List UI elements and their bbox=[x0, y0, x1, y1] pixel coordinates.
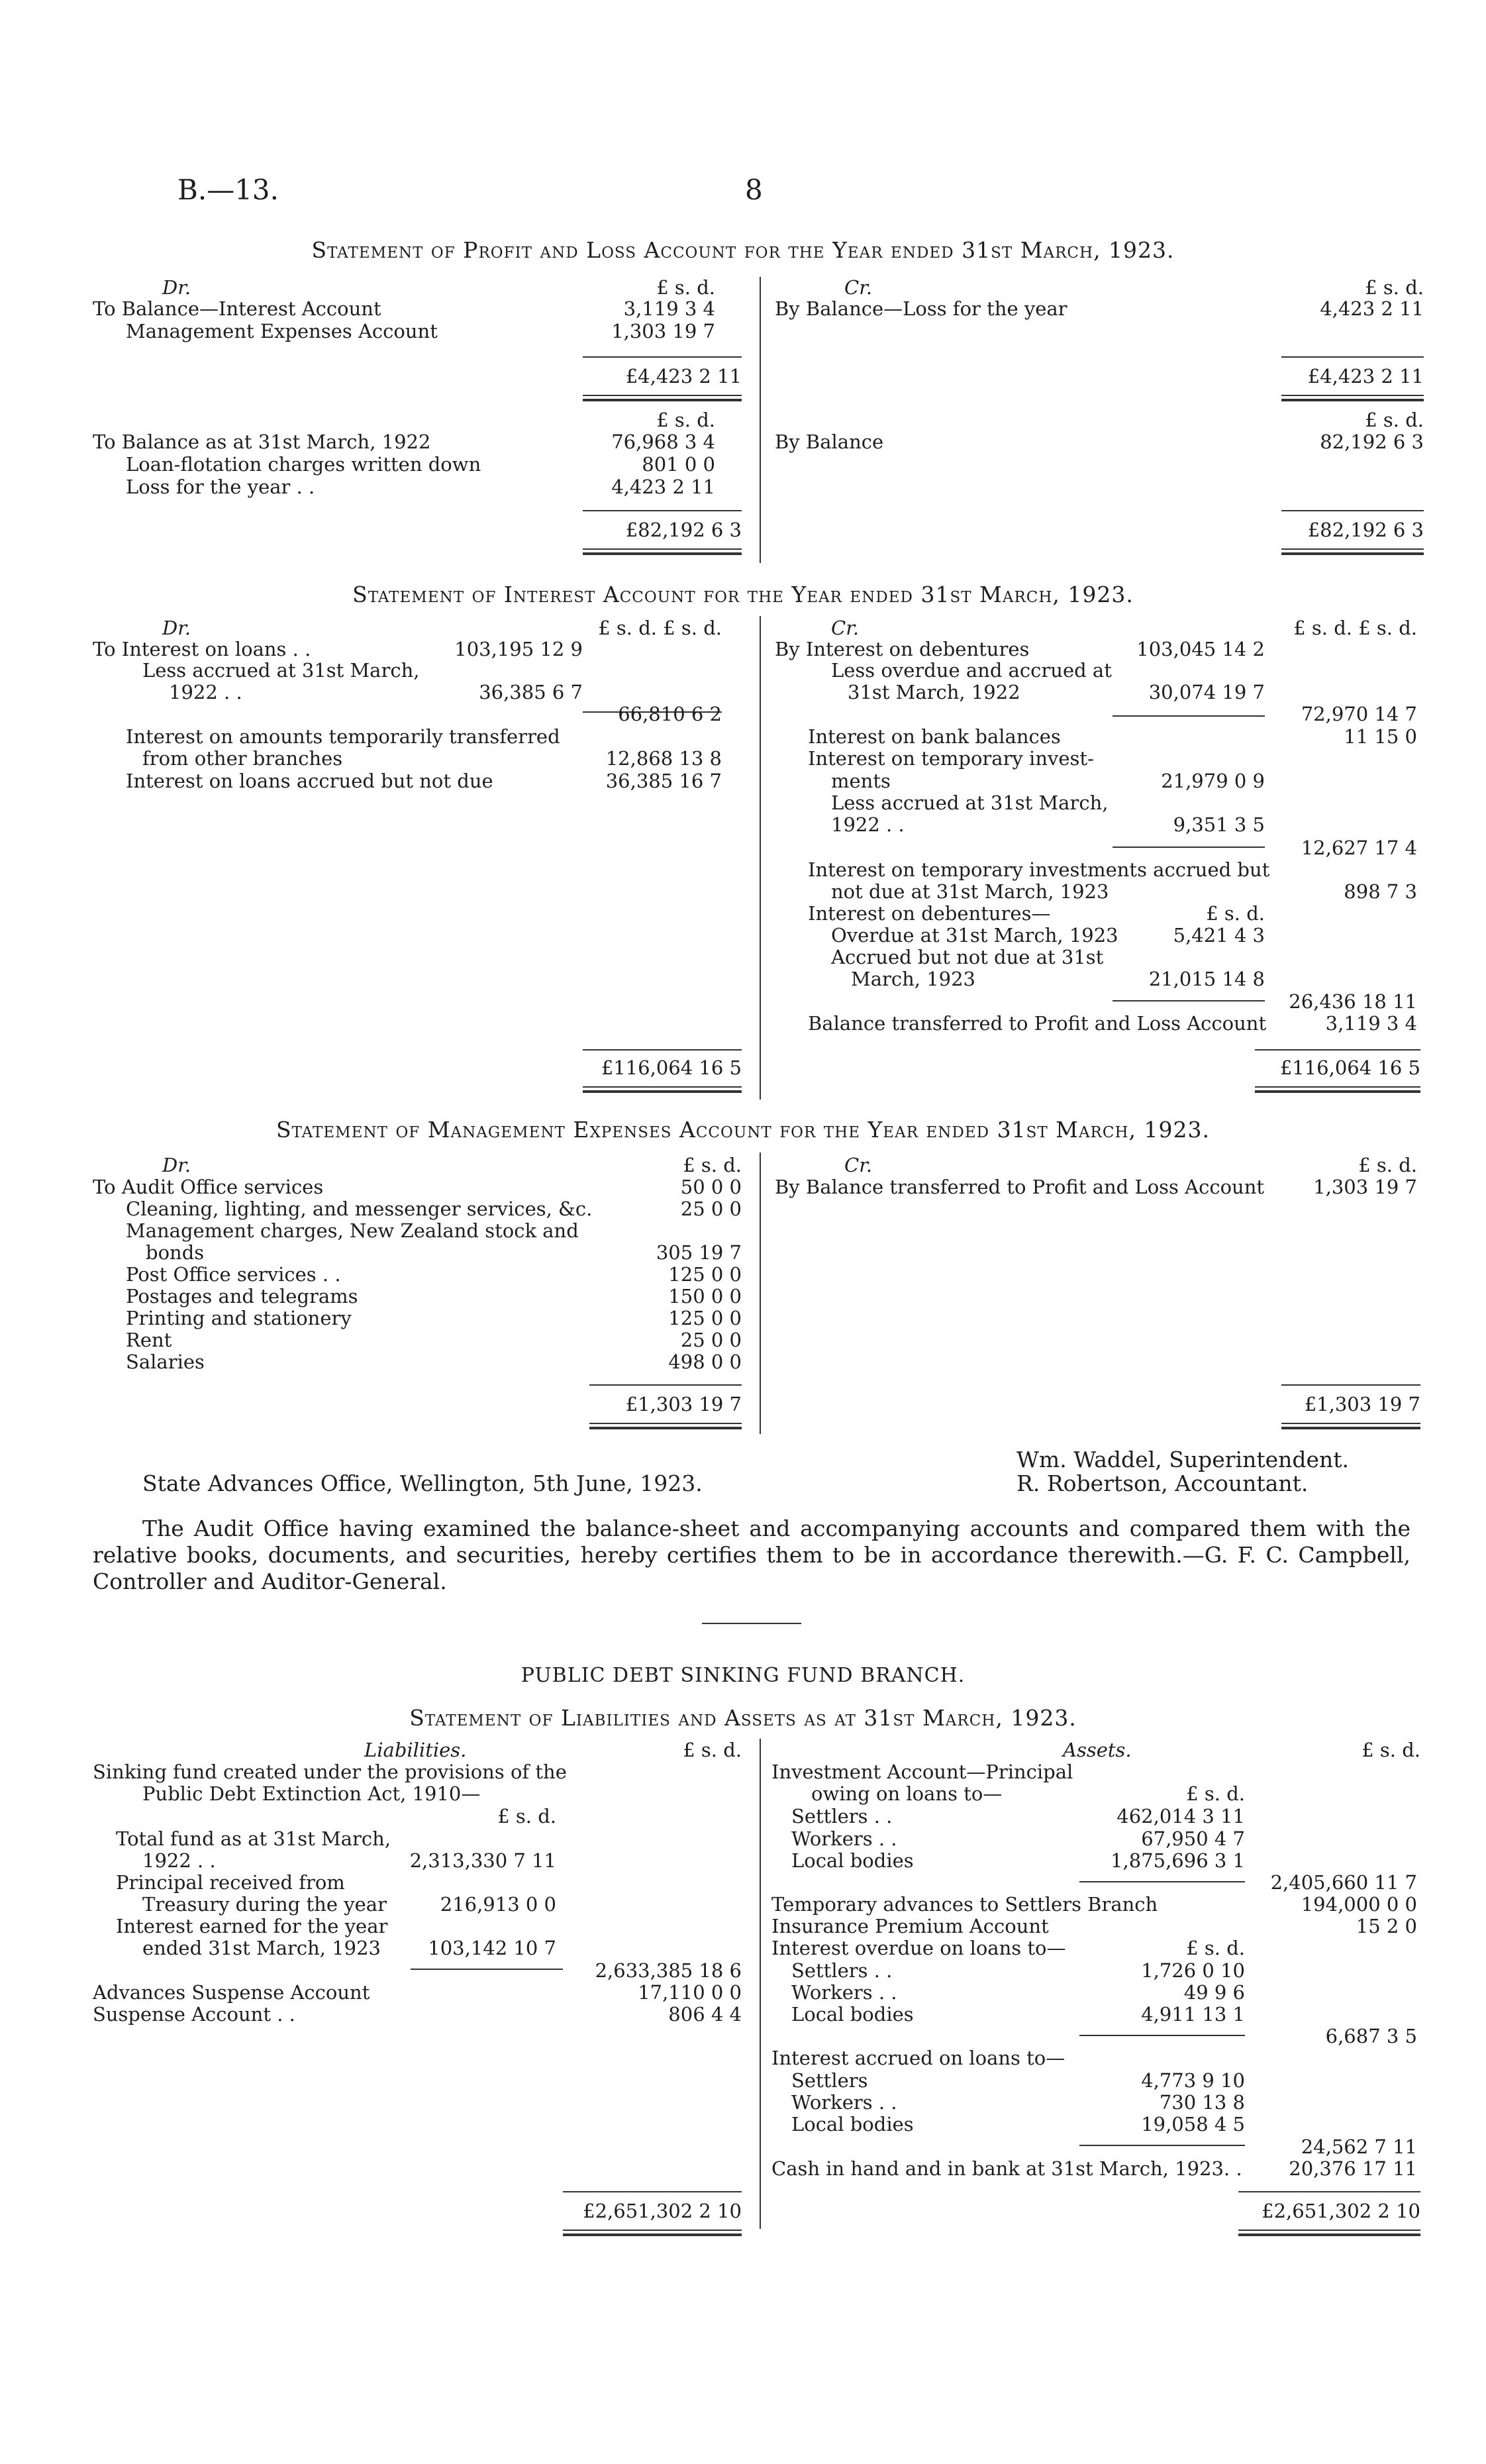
ledger-total: £82,192 6 3 bbox=[1307, 519, 1424, 541]
ledger-line: Advances Suspense Account bbox=[93, 1981, 370, 2004]
dr-label: Dr. bbox=[162, 1154, 191, 1176]
unit-header: £ s. d. bbox=[1186, 1782, 1245, 1805]
expense-item-label: bonds bbox=[146, 1241, 205, 1264]
ledger-line: To Interest on loans . . bbox=[93, 638, 311, 660]
expense-item-amount: 150 0 0 bbox=[668, 1285, 742, 1308]
expense-item-amount: 50 0 0 bbox=[680, 1176, 742, 1198]
unit-header: £ s. d. bbox=[656, 276, 715, 299]
unit-header: £ s. d. bbox=[683, 1739, 742, 1761]
ledger-line: Public Debt Extinction Act, 1910— bbox=[142, 1782, 481, 1805]
expense-item-amount: 125 0 0 bbox=[668, 1307, 742, 1329]
ledger-line: Loan-flotation charges written down bbox=[126, 453, 481, 476]
ledger-line: Settlers . . bbox=[791, 1959, 893, 1982]
branch-heading: PUBLIC DEBT SINKING FUND BRANCH. bbox=[520, 1664, 966, 1687]
ledger-line: By Balance—Loss for the year bbox=[775, 297, 1067, 320]
ledger-amount: 4,773 9 10 bbox=[1141, 2069, 1245, 2092]
ledger-line: Principal received from bbox=[116, 1871, 345, 1894]
ledger-total: £1,303 19 7 bbox=[625, 1393, 742, 1415]
ledger-amount: 3,119 3 4 bbox=[623, 297, 715, 320]
unit-header: £ s. d. £ s. d. bbox=[1293, 617, 1417, 639]
double-rule bbox=[589, 1423, 742, 1429]
double-rule bbox=[583, 1086, 742, 1093]
ledger-line: 1922 . . bbox=[142, 1849, 216, 1872]
cr-label: Cr. bbox=[831, 617, 860, 639]
ledger-amount: 36,385 16 7 bbox=[605, 770, 722, 792]
rule bbox=[1255, 1049, 1420, 1051]
ledger-line: from other branches bbox=[142, 747, 343, 770]
rule bbox=[583, 356, 742, 358]
ledger-line: Balance transferred to Profit and Loss Account bbox=[808, 1012, 1267, 1035]
ledger-amount: 4,911 13 1 bbox=[1141, 2003, 1245, 2026]
double-rule bbox=[1255, 1086, 1420, 1093]
ledger-total: £4,423 2 11 bbox=[625, 365, 742, 387]
ledger-amount: 103,195 12 9 bbox=[454, 638, 583, 660]
ledger-amount: 103,045 14 2 bbox=[1136, 638, 1265, 660]
ledger-line: To Balance as at 31st March, 1922 bbox=[93, 431, 431, 453]
ledger-line: ments bbox=[831, 770, 891, 792]
ledger-amount: 15 2 0 bbox=[1356, 1915, 1417, 1937]
management-expenses-title: Statement of Management Expenses Account for the Year ended 31st March, 1923. bbox=[275, 1117, 1210, 1143]
cr-label: Cr. bbox=[844, 276, 873, 299]
ledger-line: Less accrued at 31st March, bbox=[142, 659, 420, 682]
ledger-line: Local bodies bbox=[791, 2003, 914, 2026]
ledger-line: Workers . . bbox=[791, 1827, 897, 1850]
ledger-line: Workers . . bbox=[791, 1981, 897, 2004]
expense-item-label: Post Office services . . bbox=[126, 1263, 341, 1286]
rule bbox=[1113, 1000, 1265, 1001]
page-number: 8 bbox=[745, 174, 763, 206]
ledger-amount: 9,351 3 5 bbox=[1173, 813, 1265, 836]
unit-header: £ s. d. bbox=[683, 1154, 742, 1176]
ledger-line: By Balance bbox=[775, 431, 884, 453]
expense-item-label: Postages and telegrams bbox=[126, 1285, 358, 1308]
ledger-line: 1922 . . bbox=[831, 813, 905, 836]
rule bbox=[563, 2191, 742, 2192]
ledger-total: £82,192 6 3 bbox=[625, 519, 742, 541]
ledger-amount: 5,421 4 3 bbox=[1173, 924, 1265, 947]
ledger-line: Accrued but not due at 31st bbox=[831, 946, 1104, 968]
ledger-amount: 11 15 0 bbox=[1344, 725, 1417, 748]
rule bbox=[1113, 715, 1265, 717]
ledger-line: owing on loans to— bbox=[811, 1782, 1003, 1805]
ledger-amount: 66,810 6 2 bbox=[618, 703, 722, 725]
ledger-amount: 76,968 3 4 bbox=[611, 431, 715, 453]
ledger-line: Total fund as at 31st March, bbox=[116, 1827, 391, 1850]
ledger-total: £2,651,302 2 10 bbox=[583, 2200, 742, 2222]
double-rule bbox=[1281, 395, 1424, 401]
rule bbox=[583, 510, 742, 511]
rule bbox=[583, 1049, 742, 1051]
double-rule bbox=[1281, 1423, 1420, 1429]
ledger-line: Suspense Account . . bbox=[93, 2003, 295, 2026]
section-divider bbox=[702, 1623, 801, 1624]
ledger-amount: 21,979 0 9 bbox=[1161, 770, 1265, 792]
expense-item-amount: 25 0 0 bbox=[680, 1329, 742, 1351]
ledger-line: March, 1923 bbox=[851, 968, 976, 990]
ledger-amount: 3,119 3 4 bbox=[1325, 1012, 1417, 1035]
expense-item-amount: 498 0 0 bbox=[668, 1351, 742, 1373]
ledger-amount: 20,376 17 11 bbox=[1289, 2157, 1417, 2180]
ledger-amount: 82,192 6 3 bbox=[1320, 431, 1424, 453]
ledger-line: ended 31st March, 1923 bbox=[142, 1937, 381, 1959]
ledger-amount: 4,423 2 11 bbox=[1320, 297, 1424, 320]
ledger-line: Insurance Premium Account bbox=[771, 1915, 1049, 1937]
ledger-amount: 1,303 19 7 bbox=[611, 320, 715, 342]
ledger-line: By Balance transferred to Profit and Loss Account bbox=[775, 1176, 1265, 1198]
interest-account-title: Statement of Interest Account for the Year ended 31st March, 1923. bbox=[352, 582, 1134, 607]
ledger-line: Interest on amounts temporarily transferred bbox=[126, 725, 560, 748]
unit-header: £ s. d. £ s. d. bbox=[598, 617, 722, 639]
ledger-line: Interest overdue on loans to— bbox=[771, 1937, 1066, 1959]
sinking-fund-title: Statement of Liabilities and Assets as at 31st March, 1923. bbox=[409, 1705, 1077, 1731]
ledger-amount: 21,015 14 8 bbox=[1148, 968, 1265, 990]
ledger-total: £1,303 19 7 bbox=[1304, 1393, 1420, 1415]
ledger-amount: 216,913 0 0 bbox=[440, 1893, 556, 1916]
ledger-line: Settlers bbox=[791, 2069, 868, 2092]
ledger-amount: 806 4 4 bbox=[668, 2003, 742, 2026]
expense-item-label: Rent bbox=[126, 1329, 172, 1351]
ledger-line: not due at 31st March, 1923 bbox=[831, 880, 1109, 903]
ledger-line: Interest on temporary investments accrued but bbox=[808, 858, 1270, 881]
rule bbox=[411, 1969, 563, 1970]
signature-accountant: R. Robertson, Accountant. bbox=[1016, 1470, 1309, 1496]
ledger-line: Less overdue and accrued at bbox=[831, 659, 1112, 682]
ledger-amount: 19,058 4 5 bbox=[1141, 2113, 1245, 2135]
cr-label: Cr. bbox=[844, 1154, 873, 1176]
ledger-amount: 730 13 8 bbox=[1159, 2091, 1245, 2114]
ledger-total: £4,423 2 11 bbox=[1307, 365, 1424, 387]
liabilities-label: Liabilities. bbox=[364, 1739, 467, 1761]
ledger-line: Management Expenses Account bbox=[126, 320, 438, 342]
ledger-line: Interest on bank balances bbox=[808, 725, 1061, 748]
assets-label: Assets. bbox=[1063, 1739, 1132, 1761]
ledger-line: Overdue at 31st March, 1923 bbox=[831, 924, 1118, 947]
column-divider bbox=[760, 277, 761, 563]
ledger-line: Interest on debentures— bbox=[808, 902, 1051, 925]
column-divider bbox=[760, 1739, 761, 2229]
unit-header: £ s. d. bbox=[1365, 276, 1424, 299]
ledger-line: 31st March, 1922 bbox=[848, 681, 1020, 703]
ledger-amount: 67,950 4 7 bbox=[1141, 1827, 1245, 1850]
expense-item-label: Salaries bbox=[126, 1351, 205, 1373]
ledger-line: Sinking fund created under the provisions of the bbox=[93, 1761, 567, 1783]
profit-loss-title: Statement of Profit and Loss Account for the Year ended 31st March, 1923. bbox=[311, 237, 1175, 263]
expense-item-amount: 125 0 0 bbox=[668, 1263, 742, 1286]
ledger-line: Interest on loans accrued but not due bbox=[126, 770, 493, 792]
unit-header: £ s. d. bbox=[1206, 902, 1265, 925]
rule bbox=[1281, 1384, 1420, 1386]
ledger-amount: 1,303 19 7 bbox=[1313, 1176, 1417, 1198]
ledger-line: To Balance—Interest Account bbox=[93, 297, 381, 320]
ledger-amount: 4,423 2 11 bbox=[611, 476, 715, 498]
ledger-amount: 1,875,696 3 1 bbox=[1111, 1849, 1245, 1872]
column-divider bbox=[760, 616, 761, 1100]
unit-header: £ s. d. bbox=[1365, 409, 1424, 431]
double-rule bbox=[583, 395, 742, 401]
ledger-amount: 194,000 0 0 bbox=[1301, 1893, 1417, 1916]
ledger-line: Settlers . . bbox=[791, 1805, 893, 1827]
ledger-line: Local bodies bbox=[791, 1849, 914, 1872]
ledger-amount: 103,142 10 7 bbox=[428, 1937, 556, 1959]
ledger-line: Workers . . bbox=[791, 2091, 897, 2114]
signature-superintendent: Wm. Waddel, Superintendent. bbox=[1016, 1447, 1350, 1472]
ledger-amount: 72,970 14 7 bbox=[1301, 703, 1417, 725]
ledger-line: Less accrued at 31st March, bbox=[831, 792, 1109, 814]
ledger-amount: 49 9 6 bbox=[1183, 1981, 1245, 2004]
rule bbox=[1238, 2191, 1420, 2192]
ledger-amount: 2,405,660 11 7 bbox=[1270, 1871, 1417, 1894]
ledger-amount: 36,385 6 7 bbox=[479, 681, 583, 703]
double-rule bbox=[1238, 2230, 1420, 2236]
ledger-amount: 26,436 18 11 bbox=[1289, 990, 1417, 1013]
unit-header: £ s. d. bbox=[1358, 1154, 1417, 1176]
dr-label: Dr. bbox=[162, 276, 191, 299]
rule bbox=[1113, 847, 1265, 848]
column-divider bbox=[760, 1153, 761, 1434]
ledger-line: Interest on temporary invest- bbox=[808, 747, 1094, 770]
ledger-amount: 801 0 0 bbox=[642, 453, 715, 476]
expense-item-label: Management charges, New Zealand stock and bbox=[126, 1219, 579, 1242]
expense-item-label: Printing and stationery bbox=[126, 1307, 352, 1329]
ledger-total: £116,064 16 5 bbox=[601, 1056, 742, 1079]
ledger-amount: 2,633,385 18 6 bbox=[595, 1959, 742, 1982]
rule bbox=[1281, 356, 1424, 358]
rule bbox=[589, 1384, 742, 1386]
audit-certificate: The Audit Office having examined the balance-sheet and accompanying accounts and compared them with the relative books, documents, and securities, hereby certifies them to be in accordance therewith.—G. F. C. Campbell, Controller and Auditor-General. bbox=[93, 1515, 1411, 1594]
expense-item-amount: 25 0 0 bbox=[680, 1198, 742, 1220]
ledger-line: 1922 . . bbox=[169, 681, 242, 703]
ledger-line: Cash in hand and in bank at 31st March, 1923. . bbox=[771, 2157, 1242, 2180]
ledger-line: By Interest on debentures bbox=[775, 638, 1030, 660]
expense-item-label: Cleaning, lighting, and messenger services, &c. bbox=[126, 1198, 593, 1220]
rule bbox=[1281, 510, 1424, 511]
ledger-total: £2,651,302 2 10 bbox=[1262, 2200, 1420, 2222]
unit-header: £ s. d. bbox=[1362, 1739, 1420, 1761]
ledger-line: Interest accrued on loans to— bbox=[771, 2047, 1065, 2069]
document-reference: B.—13. bbox=[177, 174, 279, 206]
unit-header: £ s. d. bbox=[497, 1805, 556, 1827]
double-rule bbox=[583, 548, 742, 555]
ledger-amount: 30,074 19 7 bbox=[1148, 681, 1265, 703]
ledger-amount: 24,562 7 11 bbox=[1301, 2135, 1417, 2158]
ledger-amount: 17,110 0 0 bbox=[638, 1981, 742, 2004]
ledger-amount: 12,868 13 8 bbox=[605, 747, 722, 770]
ledger-line: Investment Account—Principal bbox=[771, 1761, 1073, 1783]
ledger-amount: 2,313,330 7 11 bbox=[409, 1849, 556, 1872]
double-rule bbox=[563, 2230, 742, 2236]
unit-header: £ s. d. bbox=[1186, 1937, 1245, 1959]
ledger-line: Local bodies bbox=[791, 2113, 914, 2135]
ledger-amount: 6,687 3 5 bbox=[1325, 2025, 1417, 2047]
double-rule bbox=[1281, 548, 1424, 555]
ledger-line: Loss for the year . . bbox=[126, 476, 315, 498]
ledger-amount: 898 7 3 bbox=[1344, 880, 1417, 903]
dr-label: Dr. bbox=[162, 617, 191, 639]
ledger-amount: 462,014 3 11 bbox=[1116, 1805, 1245, 1827]
unit-header: £ s. d. bbox=[656, 409, 715, 431]
expense-item-label: To Audit Office services bbox=[93, 1176, 324, 1198]
ledger-amount: 12,627 17 4 bbox=[1301, 837, 1417, 859]
expense-item-amount: 305 19 7 bbox=[656, 1241, 742, 1264]
ledger-line: Temporary advances to Settlers Branch bbox=[771, 1893, 1158, 1916]
ledger-line: Treasury during the year bbox=[142, 1893, 387, 1916]
ledger-total: £116,064 16 5 bbox=[1279, 1056, 1420, 1079]
place-and-date: State Advances Office, Wellington, 5th June, 1923. bbox=[142, 1470, 703, 1496]
ledger-amount: 1,726 0 10 bbox=[1141, 1959, 1245, 1982]
ledger-line: Interest earned for the year bbox=[116, 1915, 388, 1937]
